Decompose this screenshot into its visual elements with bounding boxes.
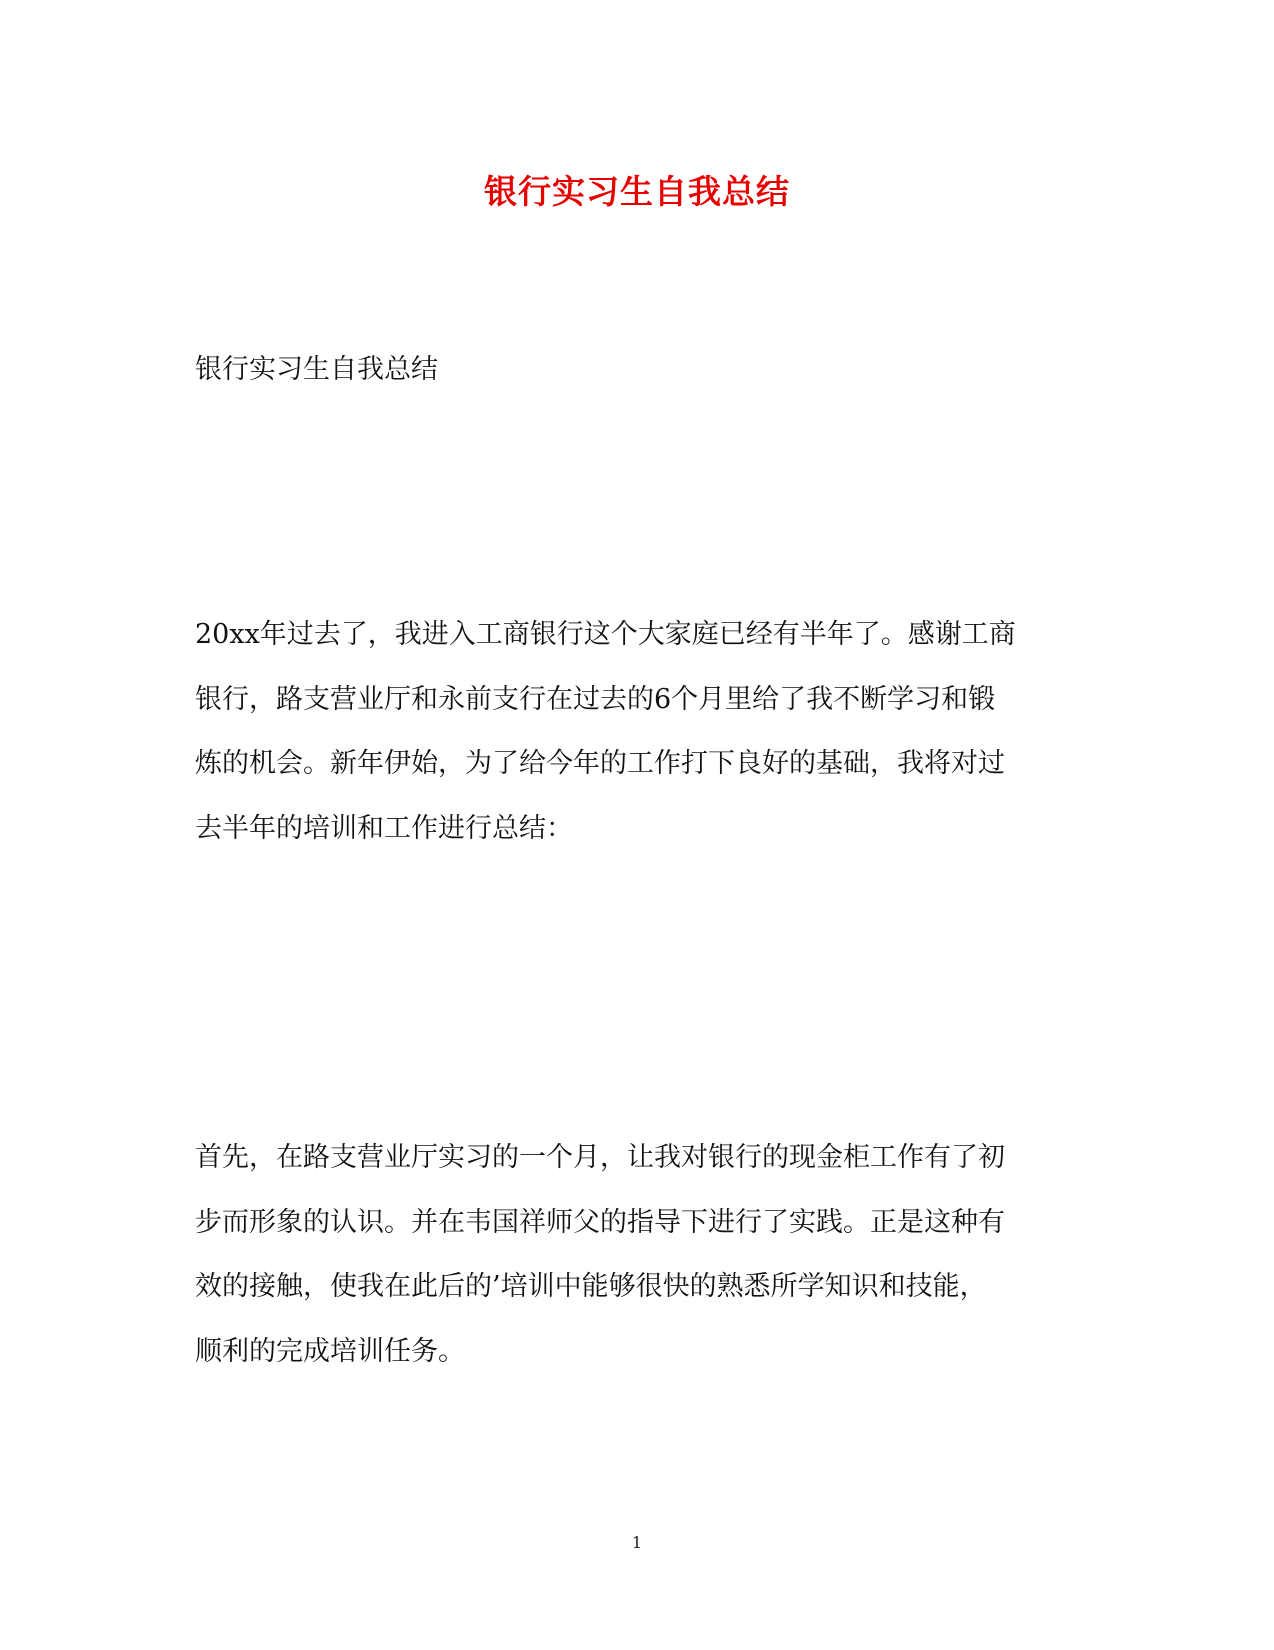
paragraph-line: 效的接触，使我在此后的’培训中能够很快的熟悉所学知识和技能， (195, 1271, 987, 1302)
document-subtitle: 银行实习生自我总结 (195, 354, 438, 385)
paragraph-line: 去半年的培训和工作进行总结： (195, 812, 573, 844)
paragraph-line: 首先，在路支营业厅实习的一个月，让我对银行的现金柜工作有了初 (195, 1142, 1005, 1173)
paragraph-line: 20xx年过去了，我进入工商银行这个大家庭已经有半年了。感谢工商 (195, 619, 1016, 650)
paragraph-line: 炼的机会。新年伊始，为了给今年的工作打下良好的基础，我将对过 (195, 748, 1005, 779)
paragraph-line: 步而形象的认识。并在韦国祥师父的指导下进行了实践。正是这种有 (195, 1206, 1005, 1238)
paragraph-line: 顺利的完成培训任务。 (195, 1335, 465, 1367)
page-number: 1 (631, 1533, 643, 1552)
paragraph-first-point (195, 1126, 1075, 1384)
paragraph-line: 银行，路支营业厅和永前支行在过去的6个月里给了我不断学习和锻 (195, 683, 996, 715)
document-title: 银行实习生自我总结 (484, 172, 790, 211)
paragraph-intro (195, 603, 1075, 861)
